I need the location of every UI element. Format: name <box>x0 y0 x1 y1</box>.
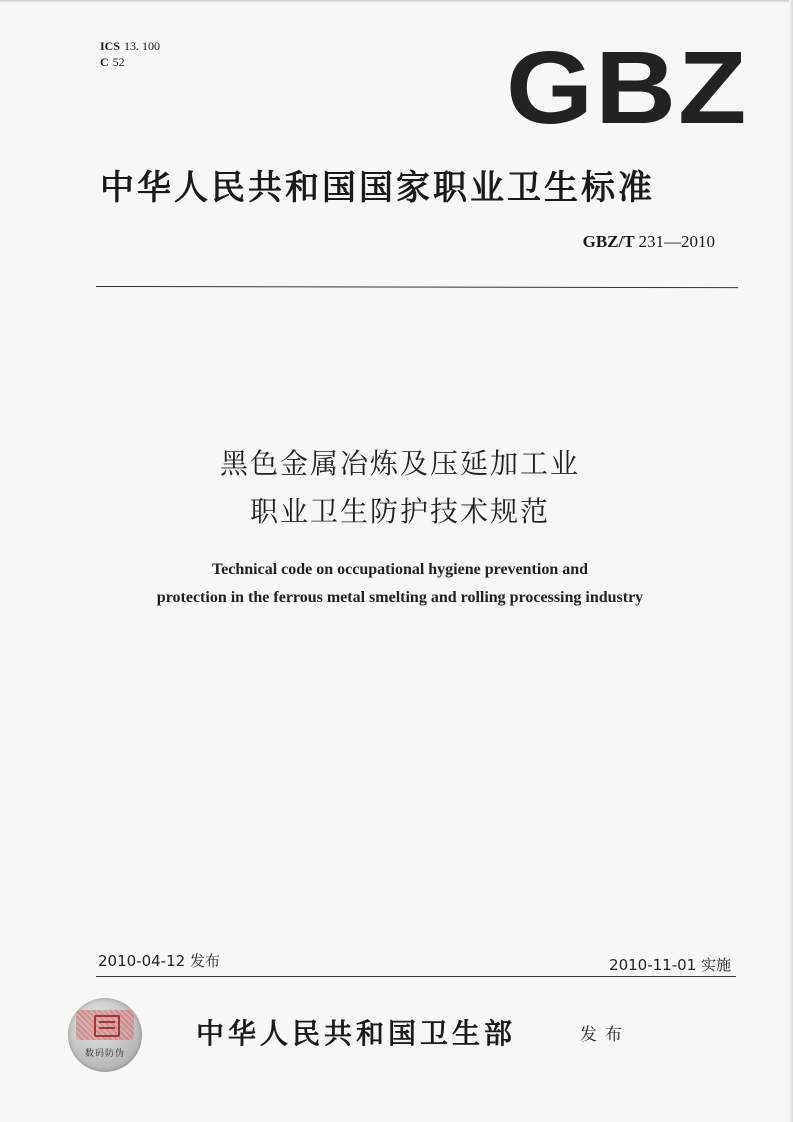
english-title <box>80 556 720 612</box>
classification-codes <box>100 38 160 70</box>
issuing-authority: 中华人民共和国卫生部 <box>196 1017 517 1050</box>
publish-date: 2010-04-12 发布 <box>98 952 220 970</box>
scan-right-edge <box>789 0 793 1122</box>
english-title-line-2: protection in the ferrous metal smelting and rolling processing industry <box>156 589 644 606</box>
ccs-label: C <box>100 55 109 69</box>
header-divider <box>96 286 738 288</box>
implement-date: 2010-11-01 实施 <box>609 956 731 974</box>
standard-number-prefix: GBZ/T <box>582 232 635 251</box>
issue-label: 发布 <box>580 1025 630 1045</box>
footer-divider <box>96 976 736 977</box>
standard-number-value: 231—2010 <box>638 232 715 251</box>
anti-counterfeit-seal <box>68 998 142 1072</box>
standard-type: 中华人民共和国国家职业卫生标准 <box>100 168 655 208</box>
chinese-title-line-1: 黑色金属冶炼及压延加工业 <box>219 447 580 480</box>
chinese-title <box>150 440 650 536</box>
english-title-line-1: Technical code on occupational hygiene prevention and <box>211 561 589 578</box>
chinese-title-line-2: 职业卫生防护技术规范 <box>249 495 550 528</box>
ccs-value: 52 <box>112 55 125 69</box>
gbz-logo: GBZ <box>506 30 749 146</box>
scan-top-edge <box>0 0 793 3</box>
ics-value: 13. 100 <box>124 39 161 53</box>
ics-code <box>100 38 160 54</box>
seal-label: 数码防伪 <box>84 1049 125 1059</box>
ics-label: ICS <box>100 39 121 53</box>
seal-emblem-icon <box>94 1015 120 1037</box>
ccs-code <box>100 54 160 70</box>
standard-number <box>583 232 715 252</box>
